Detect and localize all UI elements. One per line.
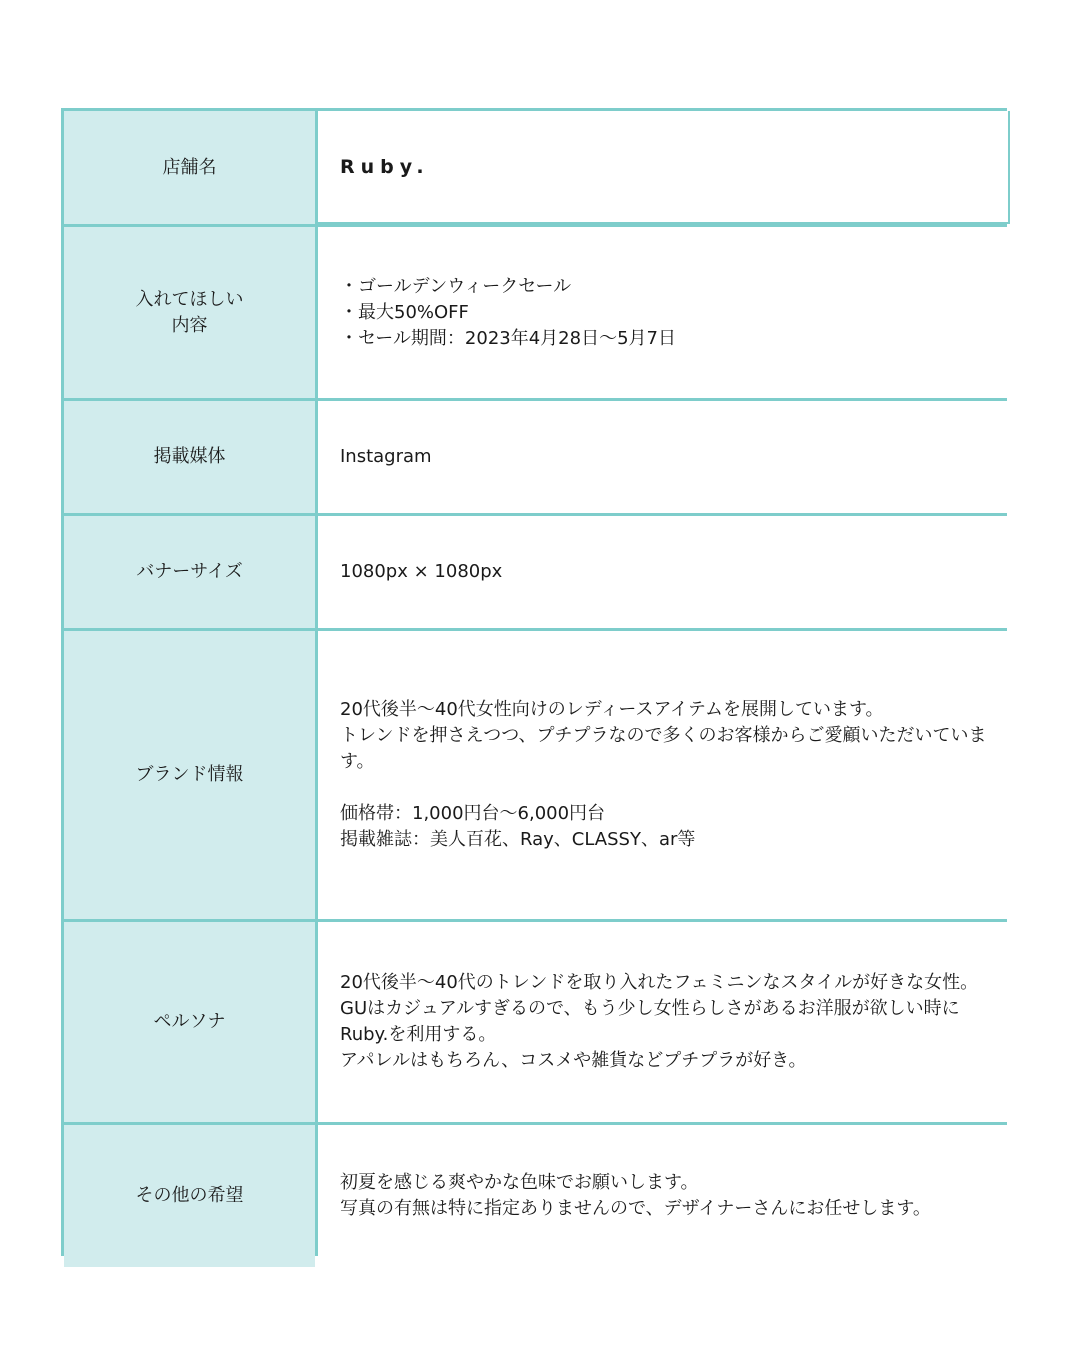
media-text: Instagram	[340, 446, 432, 467]
value-content	[318, 227, 1010, 398]
brand-info-line: 20代後半〜40代女性向けのレディースアイテムを展開しています。	[340, 699, 884, 720]
content-line: ・ゴールデンウィークセール	[340, 275, 572, 297]
value-other-requests	[318, 1125, 1010, 1267]
persona-line: アパレルはもちろん、コスメや雑貨などプチプラが好き。	[340, 1050, 807, 1071]
design-brief-table	[61, 108, 1007, 1256]
value-banner-size	[318, 516, 1010, 628]
label-persona: ペルソナ	[64, 922, 315, 1122]
value-media	[318, 401, 1010, 513]
banner-size-text: 1080px × 1080px	[340, 561, 503, 582]
label-brand-info: ブランド情報	[64, 631, 315, 919]
brand-info-line: トレンドを押さえつつ、プチプラなので多くのお客様からご愛顧いただいています。	[340, 725, 987, 772]
other-requests-line: 初夏を感じる爽やかな色味でお願いします。	[340, 1172, 699, 1193]
content-line: ・セール期間：2023年4月28日〜5月7日	[340, 327, 676, 349]
persona-line: GUはカジュアルすぎるので、もう少し女性らしさがあるお洋服が欲しい時にRuby.を利用する。	[340, 998, 960, 1045]
brand-info-line: 掲載雑誌：美人百花、Ray、CLASSY、ar等	[340, 829, 696, 850]
label-other-requests: その他の希望	[64, 1125, 315, 1267]
brand-info-line: 価格帯：1,000円台〜6,000円台	[340, 803, 606, 824]
label-banner-size: バナーサイズ	[64, 516, 315, 628]
label-shop-name: 店舗名	[64, 111, 315, 224]
content-line: ・最大50%OFF	[340, 301, 469, 323]
label-media: 掲載媒体	[64, 401, 315, 513]
persona-line: 20代後半〜40代のトレンドを取り入れたフェミニンなスタイルが好きな女性。	[340, 972, 979, 993]
value-persona	[318, 922, 1010, 1122]
spacer	[340, 775, 990, 801]
shop-name-text: Ruby.	[340, 155, 430, 178]
label-content: 入れてほしい 内容	[64, 227, 315, 398]
value-shop-name	[318, 111, 1010, 224]
value-brand-info	[318, 631, 1010, 919]
other-requests-line: 写真の有無は特に指定ありませんので、デザイナーさんにお任せします。	[340, 1198, 931, 1219]
